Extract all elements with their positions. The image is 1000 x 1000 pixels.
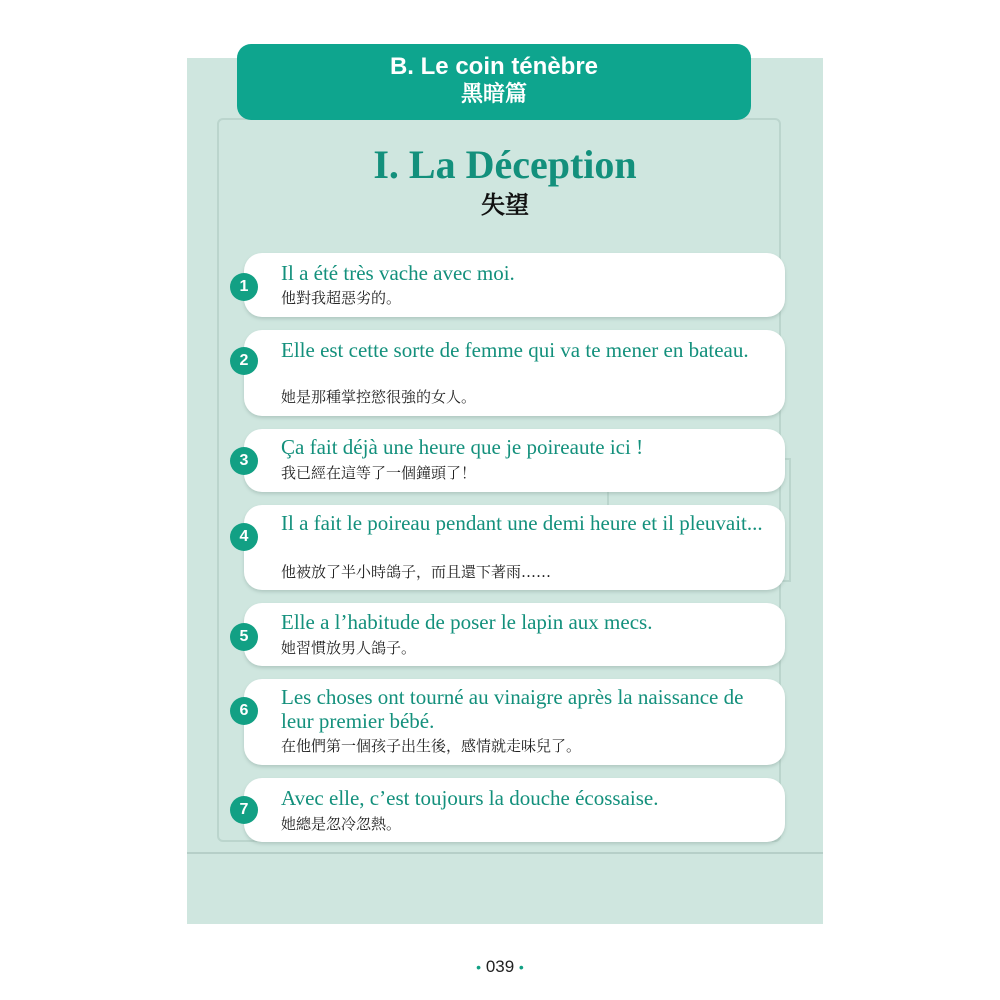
section-title-zh: 黑暗篇: [460, 82, 527, 107]
phrase-entry-3: [239, 429, 785, 492]
french-phrase: Il a été très vache avec moi.: [281, 261, 515, 285]
chinese-translation: 在他們第一個孩子出生後，感情就走味兒了。: [281, 737, 582, 755]
page-number: [0, 957, 1000, 977]
section-header: [237, 44, 751, 120]
entry-number-badge: 5: [230, 623, 258, 651]
french-phrase: Ça fait déjà une heure que je poireaute ici !: [281, 435, 644, 459]
chinese-translation: 她是那種掌控慾很強的女人。: [281, 388, 477, 406]
entry-number-badge: 6: [230, 697, 258, 725]
phrase-entry-4: [239, 505, 785, 590]
page-number-value: 039: [485, 957, 515, 976]
background-floor-line: [187, 852, 823, 854]
chinese-translation: 她總是忽冷忽熱。: [281, 815, 402, 833]
chinese-translation: 她習慣放男人鴿子。: [281, 639, 417, 657]
french-phrase: Elle a l’habitude de poser le lapin aux mecs.: [281, 610, 653, 634]
phrase-entry-6: [239, 679, 785, 765]
entry-number-badge: 4: [230, 523, 258, 551]
entry-number-badge: 1: [230, 273, 258, 301]
chinese-translation: 他被放了半小時鴿子，而且還下著雨……: [281, 563, 552, 581]
page-number-dot-right: •: [518, 959, 524, 975]
entry-number-badge: 2: [230, 347, 258, 375]
phrase-entry-2: [239, 330, 785, 416]
french-phrase: Elle est cette sorte de femme qui va te mener en bateau.: [281, 338, 749, 362]
section-title-fr: B. Le coin ténèbre: [389, 53, 599, 80]
entry-number-badge: 3: [230, 447, 258, 475]
page-number-dot-left: •: [476, 959, 482, 975]
french-phrase: Avec elle, c’est toujours la douche écossaise.: [281, 786, 659, 810]
chinese-translation: 我已經在這等了一個鐘頭了！: [281, 464, 477, 482]
chinese-translation: 他對我超惡劣的。: [281, 289, 402, 307]
phrase-entry-1: [239, 253, 785, 317]
chapter-title: I. La Déception: [373, 142, 637, 187]
french-phrase: Les choses ont tourné au vinaigre après la naissance de leur premier bébé.: [281, 685, 744, 733]
phrase-entry-5: [239, 603, 785, 666]
chapter-subtitle: 失望: [481, 191, 529, 219]
entry-number-badge: 7: [230, 796, 258, 824]
phrase-entry-7: [239, 778, 785, 842]
french-phrase: Il a fait le poireau pendant une demi heure et il pleuvait...: [281, 511, 763, 535]
